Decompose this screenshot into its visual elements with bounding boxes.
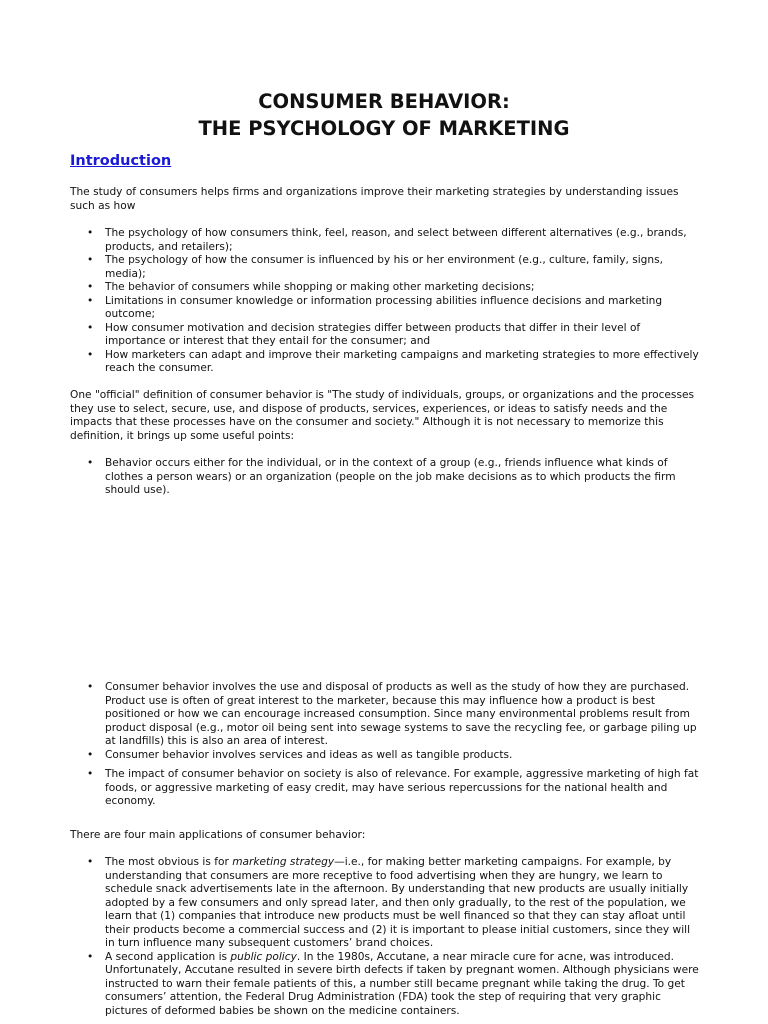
application-1-post: —i.e., for making better marketing campaigns. For example, by understanding that consumers are more receptive to food advertising when they are hungry, we learn to schedule snack advertisements late in the afternoon. By understanding that new products are usually initially adopted by a few consumers and only spread later, and then only gradually, to the rest of the population, we learn that (1) companies that introduce new products must be well financed so that they can stay afloat until their products become a commercial success and (2) it is important to please initial customers, since they will in turn influence many subsequent customers’ brand choices. [105, 856, 691, 949]
marketing-strategy-term: marketing strategy [232, 856, 335, 868]
list-item: • How marketers can adapt and improve their marketing campaigns and marketing strategies to more effectively reach the consumer. [70, 349, 702, 376]
list-item: • The behavior of consumers while shopping or making other marketing decisions; [70, 281, 702, 295]
list-item: • Limitations in consumer knowledge or information processing abilities influence decisions and marketing outcome; [70, 295, 702, 322]
applications-lead: There are four main applications of consumer behavior: [70, 829, 366, 841]
definition-paragraph: One "official" definition of consumer behavior is "The study of individuals, groups, or organizations and the processes they use to select, secure, use, and dispose of products, services, experiences, or ideas to satisfy needs and the impacts that these processes have on the consumer and society." Although it is not necessary to memorize this definition, it brings up some useful points: [70, 389, 695, 442]
applications-bullet-list [70, 856, 702, 1018]
list-item: • The impact of consumer behavior on society is also of relevance. For example, aggressive marketing of high fat foods, or aggressive marketing of easy credit, may have serious repercussions for the national health and economy. [70, 768, 702, 809]
intro-bullet-list [70, 227, 702, 376]
intro-paragraph: The study of consumers helps firms and organizations improve their marketing strategies by understanding issues such as how [70, 186, 679, 212]
list-item: • The psychology of how the consumer is influenced by his or her environment (e.g., culture, family, signs, media); [70, 254, 702, 281]
list-item [70, 951, 702, 1019]
definition-bullet-list [70, 457, 702, 498]
public-policy-term: public policy [230, 950, 297, 963]
application-2-pre: A second application is [105, 950, 231, 963]
list-item: • Consumer behavior involves the use and disposal of products as well as the study of how they are purchased. Product use is often of great interest to the marketer, because this may influence how a product is best positioned or how we can encourage increased consumption. Since many environmental problems result from product disposal (e.g., motor oil being sent into sewage systems to save the recycling fee, or garbage piling up at landfills) this is also an area of interest. [70, 681, 702, 749]
page-title-line-2: THE PSYCHOLOGY OF MARKETING [198, 117, 570, 140]
page-title-line-1: CONSUMER BEHAVIOR: [258, 90, 510, 113]
list-item: • How consumer motivation and decision strategies differ between products that differ in their level of importance or interest that they entail for the consumer; and [70, 322, 702, 349]
introduction-link[interactable]: Introduction [70, 153, 172, 169]
list-item: • Behavior occurs either for the individual, or in the context of a group (e.g., friends influence what kinds of clothes a person wears) or an organization (people on the job make decisions as to which products the firm should use). [70, 457, 702, 498]
list-item: • Consumer behavior involves services and ideas as well as tangible products. [70, 749, 702, 763]
list-item: • The psychology of how consumers think, feel, reason, and select between different alternatives (e.g., brands, products, and retailers); [70, 227, 702, 254]
points-bullet-list [70, 681, 702, 809]
application-1-pre: The most obvious is for [105, 856, 233, 868]
application-2-post: . In the 1980s, Accutane, a near miracle cure for acne, was introduced. Unfortunately, Accutane resulted in severe birth defects if taken by pregnant women. Although physicians were instructed to warn their female patients of this, a number still became pregnant while taking the drug. To get consumers’ attention, the Federal Drug Administration (FDA) took the step of requiring that very graphic pictures of deformed babies be shown on the medicine containers. [105, 950, 699, 1017]
list-item [70, 856, 702, 951]
